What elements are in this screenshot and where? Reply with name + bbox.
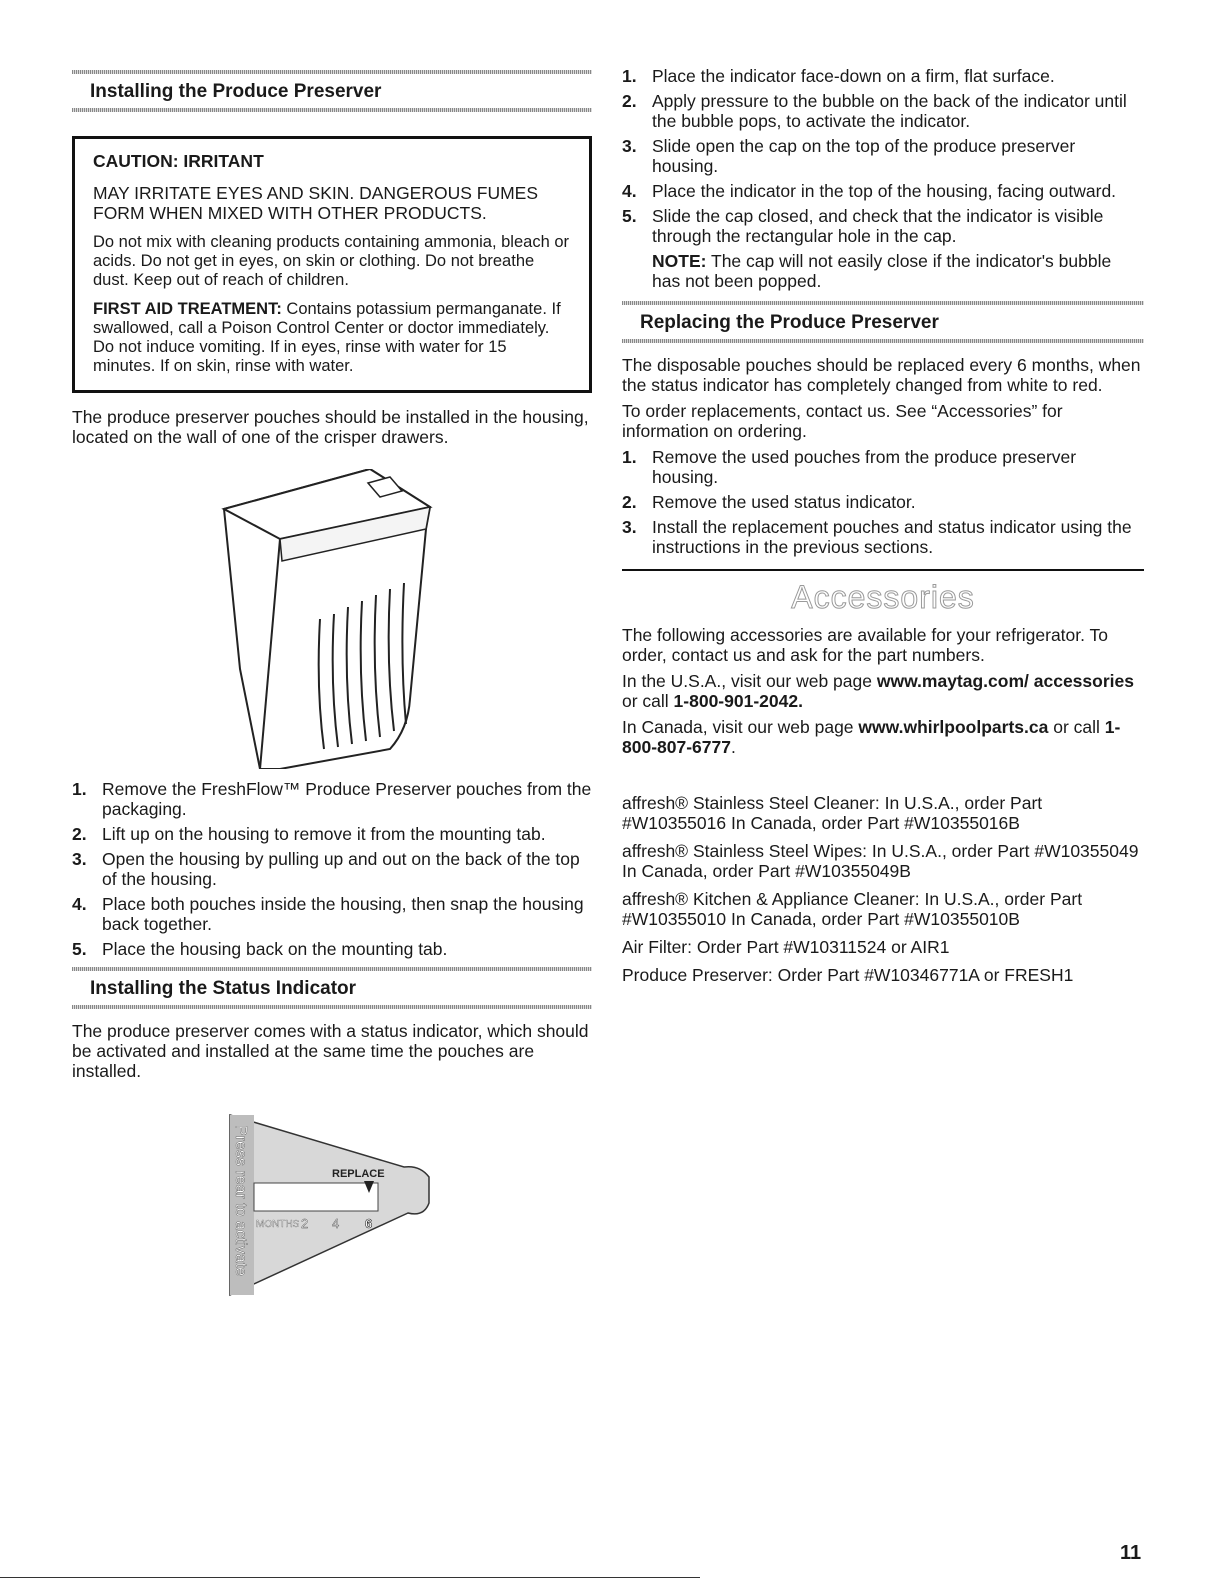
right-column — [622, 66, 1144, 993]
step-text: Apply pressure to the bubble on the back of the indicator until the bubble pops, to activate the indicator. — [652, 91, 1127, 131]
step-number: 1. — [622, 66, 637, 86]
accessory-name: Produce Preserver: — [622, 965, 773, 985]
usa-text: In the U.S.A., visit our web page — [622, 671, 877, 691]
months-label: MONTHS — [256, 1219, 300, 1230]
step-number: 2. — [622, 91, 637, 111]
month-tick: 4 — [332, 1216, 340, 1231]
step-number: 4. — [622, 181, 637, 201]
step-number: 3. — [622, 517, 637, 537]
list-item — [72, 824, 592, 844]
note-text: The cap will not easily close if the indicator's bubble has not been popped. — [652, 251, 1112, 291]
canada-call: or call — [1048, 717, 1105, 737]
accessory-item — [622, 965, 1144, 985]
preserver-housing-illustration — [220, 469, 440, 769]
accessory-part: In U.S.A., order Part #W10355016 — [622, 793, 1043, 833]
section-heading-install-indicator: Installing the Status Indicator — [72, 967, 592, 1009]
indicator-side-text: Press rear to activate — [232, 1125, 249, 1277]
section-heading-install-preserver: Installing the Produce Preserver — [72, 70, 592, 112]
indicator-steps-list — [622, 66, 1144, 246]
step-number: 2. — [72, 824, 87, 844]
accessories-usa — [622, 671, 1144, 711]
list-item — [622, 517, 1144, 557]
accessory-name: affresh® Stainless Steel Cleaner: — [622, 793, 880, 813]
list-item — [622, 66, 1144, 86]
first-aid-body: Contains potassium permanganate. If swallowed, call a Poison Control Center or doctor immediately. Do not induce vomiting. If in eyes, rinse with water for 15 minutes. If on skin, rinse with water. — [93, 300, 561, 375]
step-text: Place the indicator in the top of the housing, facing outward. — [652, 181, 1117, 201]
step-text: Remove the FreshFlow™ Produce Preserver pouches from the packaging. — [102, 779, 592, 819]
step-number: 3. — [72, 849, 87, 869]
accessory-part: In Canada, order Part #W10355016B — [731, 813, 1020, 833]
accessory-item — [622, 793, 1144, 833]
section-divider — [622, 569, 1144, 571]
status-indicator-illustration — [224, 1095, 439, 1310]
list-item — [72, 779, 592, 819]
accessory-part: In U.S.A., order Part #W10355049 — [871, 841, 1139, 861]
accessory-part: In Canada, order Part #W10355049B — [622, 861, 911, 881]
section-heading-replacing: Replacing the Produce Preserver — [622, 301, 1144, 343]
canada-phone: 1-800-807-6777 — [622, 717, 1121, 757]
step-text: Slide open the cap on the top of the produce preserver housing. — [652, 136, 1076, 176]
usa-phone: 1-800-901-2042. — [673, 691, 803, 711]
step-text: Slide the cap closed, and check that the indicator is visible through the rectangular hole in the cap. — [652, 206, 1104, 246]
list-item — [72, 939, 592, 959]
left-column — [72, 70, 592, 1310]
month-tick: 2 — [301, 1216, 309, 1231]
accessory-part: Order Part #W10346771A or FRESH1 — [777, 965, 1074, 985]
replace-label: REPLACE — [332, 1168, 385, 1180]
caution-instructions: Do not mix with cleaning products containing ammonia, bleach or acids. Do not get in eyes, on skin or clothing. Do not breathe dust. Keep out of reach of children. — [93, 233, 570, 289]
canada-end: . — [730, 737, 736, 757]
step-number: 2. — [622, 492, 637, 512]
step-text: Remove the used pouches from the produce preserver housing. — [652, 447, 1077, 487]
accessory-item — [622, 937, 1144, 957]
step-number: 3. — [622, 136, 637, 156]
list-item — [622, 181, 1144, 201]
note-paragraph — [622, 251, 1144, 291]
accessories-canada — [622, 717, 1144, 757]
usa-call: or call — [622, 691, 674, 711]
step-text: Install the replacement pouches and status indicator using the instructions in the previous sections. — [652, 517, 1132, 557]
list-item — [622, 206, 1144, 246]
accessory-part: Order Part #W10311524 or AIR1 — [696, 937, 950, 957]
step-text: Place both pouches inside the housing, then snap the housing back together. — [102, 894, 584, 934]
replacing-p2: To order replacements, contact us. See “Accessories” for information on ordering. — [622, 401, 1063, 441]
usa-url-link[interactable]: www.maytag.com/ accessories — [876, 671, 1134, 691]
accessory-name: Air Filter: — [622, 937, 692, 957]
list-item — [622, 492, 1144, 512]
replacing-p1: The disposable pouches should be replaced every 6 months, when the status indicator has completely changed from white to red. — [622, 355, 1141, 395]
replacing-steps-list — [622, 447, 1144, 557]
step-number: 5. — [72, 939, 87, 959]
step-number: 1. — [622, 447, 637, 467]
step-text: Open the housing by pulling up and out on the back of the top of the housing. — [102, 849, 580, 889]
month-tick: 6 — [365, 1216, 373, 1231]
list-item — [622, 447, 1144, 487]
accessory-part: In U.S.A., order Part #W10355010 — [622, 889, 1083, 929]
install-steps-list — [72, 779, 592, 959]
step-text: Place the indicator face-down on a firm, flat surface. — [652, 66, 1055, 86]
step-number: 5. — [622, 206, 637, 226]
canada-url-link[interactable]: www.whirlpoolparts.ca — [858, 717, 1049, 737]
list-item — [622, 136, 1144, 176]
page-number: 11 — [1120, 1542, 1142, 1564]
canada-text: In Canada, visit our web page — [622, 717, 859, 737]
caution-box — [72, 136, 592, 393]
accessory-item — [622, 889, 1144, 929]
accessory-name: affresh® Kitchen & Appliance Cleaner: — [622, 889, 920, 909]
indicator-intro: The produce preserver comes with a status indicator, which should be activated and installed at the same time the pouches are installed. — [72, 1021, 589, 1081]
list-item — [72, 849, 592, 889]
accessory-name: affresh® Stainless Steel Wipes: — [622, 841, 868, 861]
step-text: Remove the used status indicator. — [652, 492, 916, 512]
first-aid-text — [93, 300, 573, 376]
install-intro: The produce preserver pouches should be installed in the housing, located on the wall of one of the crisper drawers. — [72, 407, 589, 447]
step-number: 1. — [72, 779, 87, 799]
accessory-part: In Canada, order Part #W10355010B — [731, 909, 1020, 929]
note-label: NOTE: — [652, 251, 707, 271]
step-text: Lift up on the housing to remove it from the mounting tab. — [102, 824, 546, 844]
caution-warning: MAY IRRITATE EYES AND SKIN. DANGEROUS FUMES FORM WHEN MIXED WITH OTHER PRODUCTS. — [93, 183, 539, 223]
accessories-title: Accessories — [791, 579, 975, 615]
first-aid-label: FIRST AID TREATMENT: — [93, 300, 282, 318]
caution-title: CAUTION: IRRITANT — [93, 151, 264, 171]
accessories-intro: The following accessories are available for your refrigerator. To order, contact us and ask for the part numbers. — [622, 625, 1109, 665]
list-item — [622, 91, 1144, 131]
list-item — [72, 894, 592, 934]
footer-rule — [0, 1577, 700, 1578]
step-number: 4. — [72, 894, 87, 914]
step-text: Place the housing back on the mounting tab. — [102, 939, 448, 959]
accessory-item — [622, 841, 1144, 881]
